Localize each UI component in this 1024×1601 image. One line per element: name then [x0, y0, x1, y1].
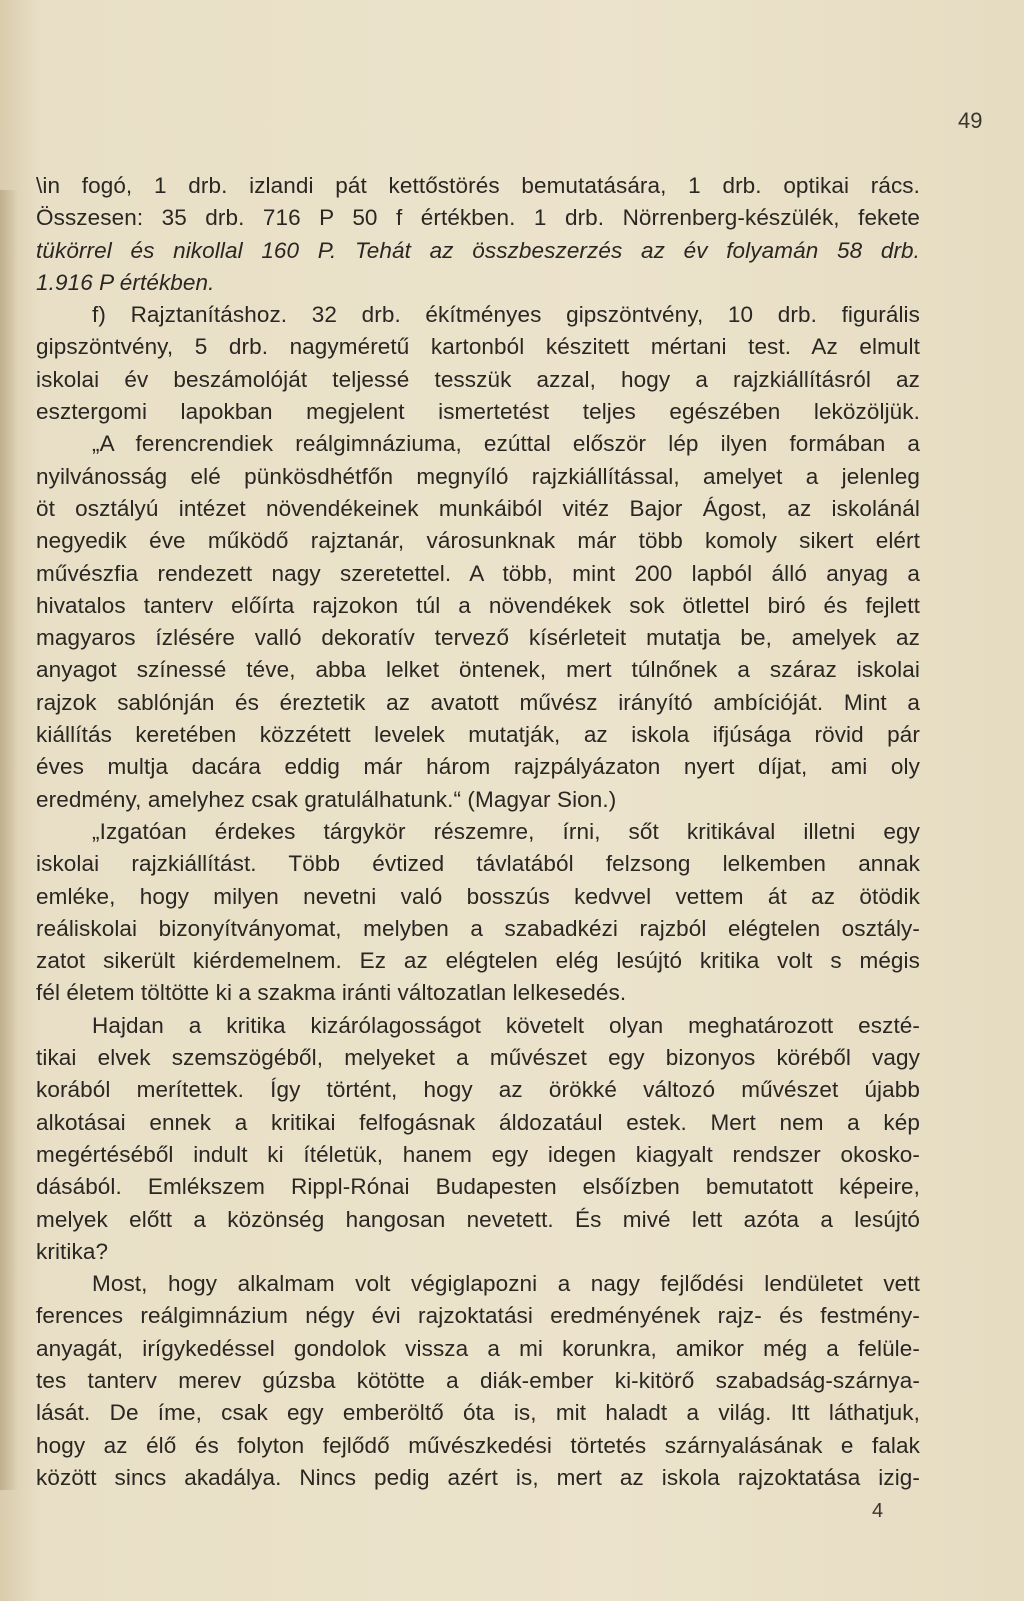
text-line: reáliskolai bizonyítványomat, melyben a szabadkézi rajzból elégtelen osztály-: [36, 915, 920, 941]
text-line: kritika?: [36, 1238, 109, 1264]
text-line: hivatalos tanterv előírta rajzokon túl a növendékek sok ötlettel biró és fejlett: [36, 592, 920, 618]
text-line: lását. De íme, csak egy emberöltő óta is, mit haladt a világ. Itt láthatjuk,: [36, 1400, 920, 1426]
text-line: iskolai év beszámolóját teljessé tesszük azzal, hogy a rajzkiállításról az: [36, 366, 920, 392]
text-line: zatot sikerült kiérdemelnem. Ez az elégtelen elég lesújtó kritika volt s mégis: [36, 948, 920, 974]
text-line: ferences reálgimnázium négy évi rajzoktatási eredményének rajz- és festmény-: [36, 1303, 920, 1329]
text-line: magyaros ízlésére valló dekoratív tervező kísérleteit mutatja be, amelyek az: [36, 625, 920, 651]
text-line: fél életem töltötte ki a szakma iránti változatlan lelkesedés.: [36, 980, 627, 1006]
text-line: művészfia rendezett nagy szeretettel. A több, mint 200 lapból álló anyag a: [36, 560, 920, 586]
text-line: rajzok sablónján és éreztetik az avatott művész irányító ambícióját. Mint a: [36, 689, 920, 715]
text-line: „A ferencrendiek reálgimnáziuma, ezúttal először lép ilyen formában a: [92, 431, 920, 457]
text-line: esztergomi lapokban megjelent ismertetést teljes egészében leközöljük.: [36, 399, 920, 425]
text-line: nyilvánosság elé pünkösdhétfőn megnyíló rajzkiállítással, amelyet a jelenleg: [36, 463, 920, 489]
text-line: iskolai rajzkiállítást. Több évtized távlatából felzsong lelkemben annak: [36, 851, 920, 877]
text-line: anyagot színessé téve, abba lelket öntenek, mert túlnőnek a száraz iskolai: [36, 657, 920, 683]
page-number: 49: [958, 108, 983, 133]
text-line: hogy az élő és folyton fejlődő művészkedési törtetés szárnyalásának e falak: [36, 1432, 920, 1458]
page-edge-shadow: [0, 190, 18, 1490]
text-line: „Izgatóan érdekes tárgykör részemre, írni, sőt kritikával illetni egy: [92, 818, 920, 844]
text-line: tes tanterv merev gúzsba kötötte a diák-ember ki-kitörő szabadság-szárnya-: [36, 1367, 920, 1393]
signature-mark: 4: [872, 1500, 884, 1522]
text-line: emléke, hogy milyen nevetni való bosszús kedvvel vettem át az ötödik: [36, 883, 920, 909]
text-line: Hajdan a kritika kizárólagosságot követelt olyan meghatározott eszté-: [92, 1012, 920, 1038]
text-line: Összesen: 35 drb. 716 P 50 f értékben. 1 drb. Nörrenberg-készülék, fekete: [36, 205, 920, 231]
text-line: gipszöntvény, 5 drb. nagyméretű kartonból készitett mértani test. Az elmult: [36, 334, 920, 360]
text-line: 1.916 P értékben.: [36, 269, 215, 295]
text-line: megértéséből indult ki ítéletük, hanem egy idegen kiagyalt rendszer okosko-: [36, 1141, 920, 1167]
text-line: korából merítettek. Így történt, hogy az örökké változó művészet újabb: [36, 1077, 920, 1103]
text-line: eredmény, amelyhez csak gratulálhatunk.“ (Magyar Sion.): [36, 786, 617, 812]
text-line: anyagát, irígykedéssel gondolok vissza a mi korunkra, amikor még a felüle-: [36, 1335, 920, 1361]
body-text: [36, 170, 920, 1494]
text-line: negyedik éve működő rajztanár, városunknak már több komoly sikert elért: [36, 528, 920, 554]
text-line: tükörrel és nikollal 160 P. Tehát az összbeszerzés az év folyamán 58 drb.: [36, 237, 920, 263]
text-line: dásából. Emlékszem Rippl-Rónai Budapesten elsőízben bemutatott képeire,: [36, 1174, 920, 1200]
text-line: alkotásai ennek a kritikai felfogásnak áldozatául estek. Mert nem a kép: [36, 1109, 920, 1135]
text-line: között sincs akadálya. Nincs pedig azért is, mert az iskola rajzoktatása izig-: [36, 1464, 920, 1490]
text-line: éves multja dacára eddig már három rajzpályázaton nyert díjat, ami oly: [36, 754, 920, 780]
text-line: öt osztályú intézet növendékeinek munkáiból vitéz Bajor Ágost, az iskolánál: [36, 495, 920, 521]
text-line: kiállítás keretében közzétett levelek mutatják, az iskola ifjúsága rövid pár: [36, 722, 920, 748]
text-line: \in fogó, 1 drb. izlandi pát kettőstörés bemutatására, 1 drb. optikai rács.: [36, 173, 920, 198]
text-line: melyek előtt a közönség hangosan nevetett. És mivé lett azóta a lesújtó: [36, 1206, 920, 1232]
text-line: Most, hogy alkalmam volt végiglapozni a nagy fejlődési lendületet vett: [92, 1271, 920, 1297]
text-line: f) Rajztanításhoz. 32 drb. ékítményes gipszöntvény, 10 drb. figurális: [92, 302, 920, 328]
text-line: tikai elvek szemszögéből, melyeket a művészet egy bizonyos köréből vagy: [36, 1045, 920, 1071]
